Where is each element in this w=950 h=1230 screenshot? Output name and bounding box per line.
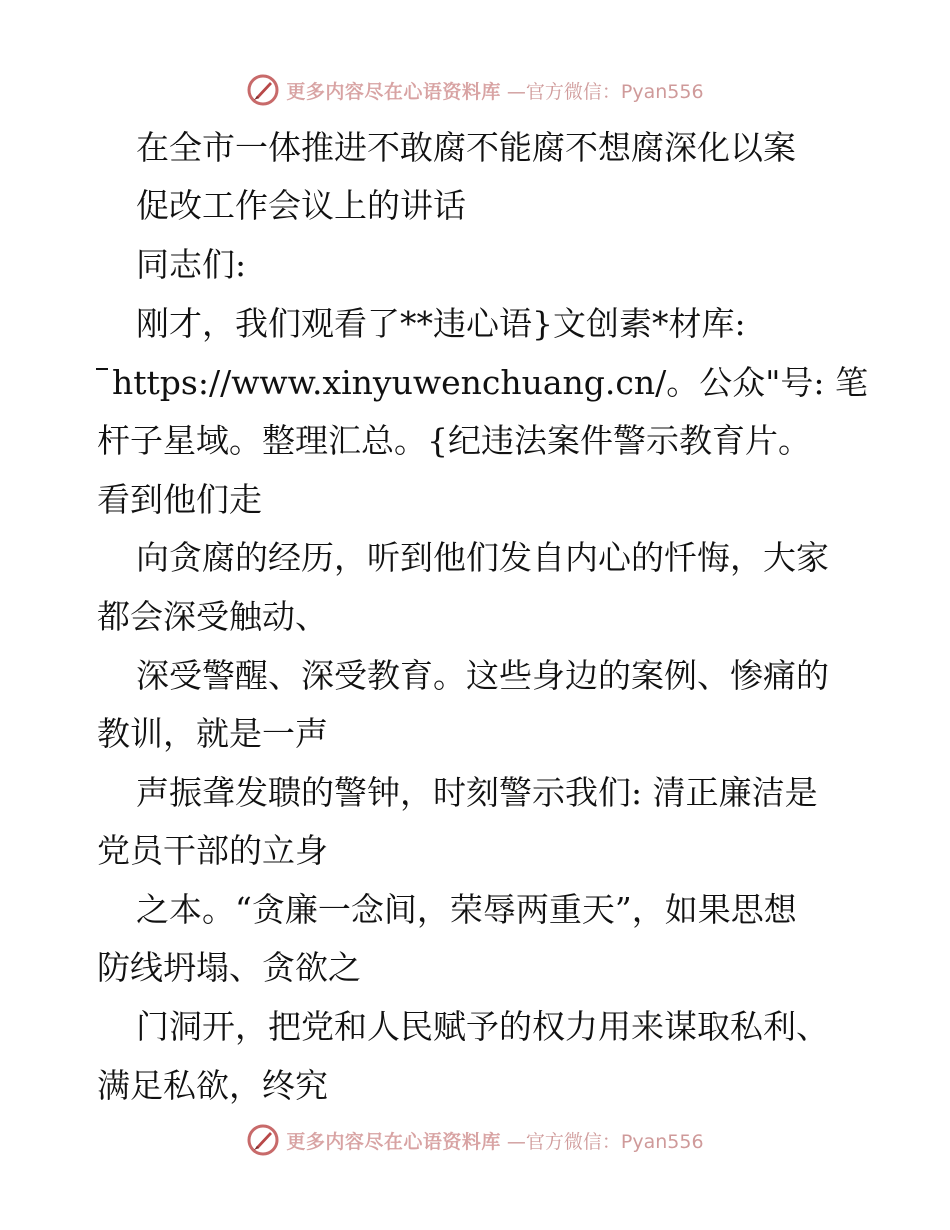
paragraph-line: 刚才，我们观看了**违心语}文创素*材库: (136, 304, 746, 343)
header-brand-text: 更多内容尽在心语资料库 (286, 80, 501, 103)
paragraph-line: 杆子星域。整理汇总。{纪违法案件警示教育片。 (97, 421, 811, 460)
footer-banner (0, 1120, 950, 1160)
paragraph-line: 教训，就是一声 (97, 714, 328, 753)
quill-pen-logo-icon (246, 73, 280, 107)
paragraph-line: 向贪腐的经历，听到他们发自内心的忏悔，大家 (136, 538, 829, 577)
text-cursor-mark (96, 368, 108, 370)
footer-wechat-text: —官方微信：Pyan556 (506, 1130, 704, 1153)
document-title-line-2: 促改工作会议上的讲话 (136, 186, 466, 225)
paragraph-line: 防线坍塌、贪欲之 (97, 948, 361, 987)
footer-brand-text: 更多内容尽在心语资料库 (286, 1130, 501, 1153)
header-banner (0, 70, 950, 110)
document-title-line-1: 在全市一体推进不敢腐不能腐不想腐深化以案 (136, 128, 796, 167)
paragraph-line: 深受警醒、深受教育。这些身边的案例、惨痛的 (136, 656, 829, 695)
paragraph-line: 声振聋发聩的警钟，时刻警示我们: 清正廉洁是 (136, 773, 818, 812)
paragraph-line: https://www.xinyuwenchuang.cn/。公众"号: 笔 (112, 363, 869, 402)
paragraph-line: 满足私欲，终究 (97, 1066, 328, 1105)
paragraph-line: 门洞开，把党和人民赋予的权力用来谋取私利、 (136, 1007, 829, 1046)
paragraph-line: 党员干部的立身 (97, 831, 328, 870)
salutation: 同志们: (136, 245, 247, 284)
quill-pen-logo-icon (246, 1123, 280, 1157)
paragraph-line: 之本。“贪廉一念间，荣辱两重天”，如果思想 (136, 890, 797, 929)
paragraph-line: 看到他们走 (97, 480, 262, 519)
header-wechat-text: —官方微信：Pyan556 (506, 80, 704, 103)
paragraph-line: 都会深受触动、 (97, 597, 328, 636)
